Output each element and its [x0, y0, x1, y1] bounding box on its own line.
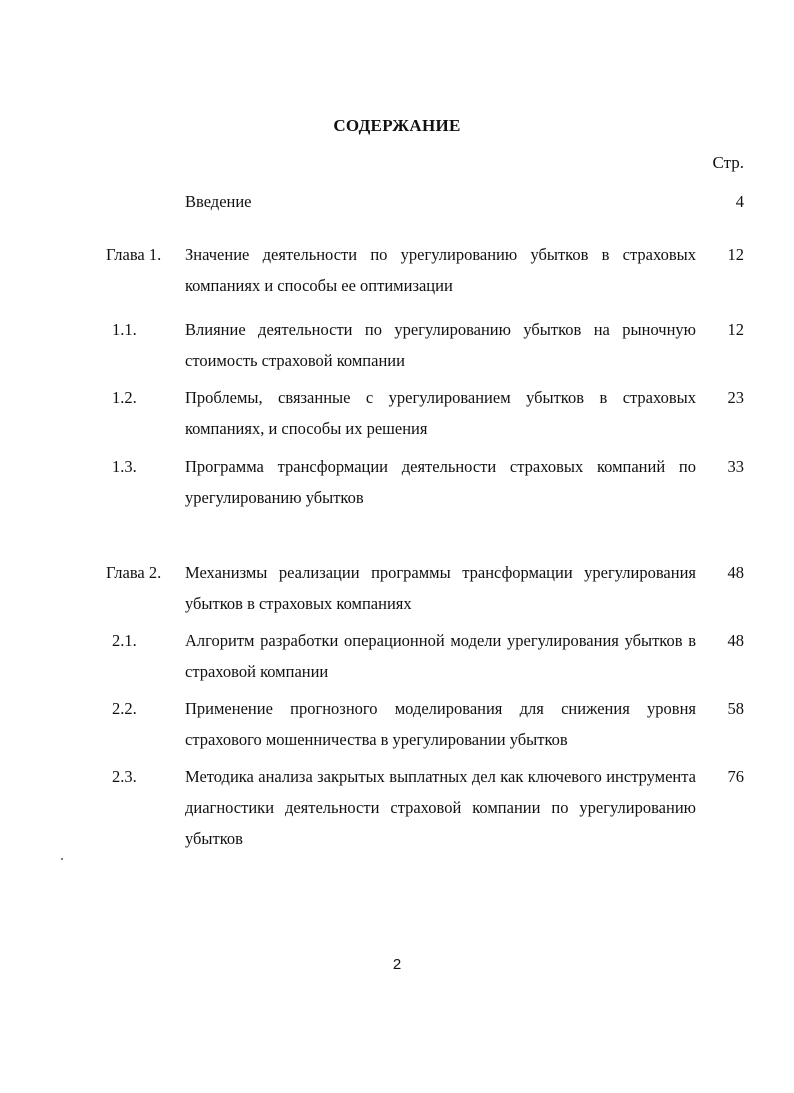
toc-entry-text: Проблемы, связанные с урегулированием убытков в страховых компаниях, и способы их решения — [185, 388, 696, 438]
toc-entry-page: 58 — [727, 699, 744, 718]
toc-entry-page: 76 — [727, 767, 744, 786]
scan-dot-mark — [61, 858, 63, 860]
page-number: 2 — [392, 956, 402, 973]
page-column-header: Стр. — [712, 153, 744, 172]
toc-entry-page: 4 — [735, 192, 744, 211]
toc-entry-text: Методика анализа закрытых выплатных дел как ключевого инструмента диагностики деятельности страховой компании по урегулированию убытков — [185, 767, 696, 848]
toc-entry-text: Значение деятельности по урегулированию убытков в страховых компаниях и способы ее оптимизации — [185, 245, 696, 295]
toc-entry-page: 12 — [727, 245, 744, 264]
toc-entry-number: 1.3. — [112, 457, 137, 476]
page-title: СОДЕРЖАНИЕ — [333, 116, 461, 135]
toc-entry-text: Влияние деятельности по урегулированию убытков на рыночную стоимость страховой компании — [185, 320, 696, 370]
toc-entry-text: Алгоритм разработки операционной модели урегулирования убытков в страховой компании — [185, 631, 696, 681]
toc-entry-number: 1.2. — [112, 388, 137, 407]
toc-entry-page: 23 — [727, 388, 744, 407]
toc-entry-text: Применение прогнозного моделирования для снижения уровня страхового мошенничества в урегулировании убытков — [185, 699, 696, 749]
toc-entry-text: Введение — [185, 192, 252, 211]
toc-entry-number: Глава 1. — [106, 245, 162, 264]
toc-entry-number: 1.1. — [112, 320, 137, 339]
toc-entry-text: Программа трансформации деятельности страховых компаний по урегулированию убытков — [185, 457, 696, 507]
toc-entry-page: 12 — [727, 320, 744, 339]
toc-entry-number: 2.1. — [112, 631, 137, 650]
toc-entry-number: 2.2. — [112, 699, 137, 718]
toc-entry-page: 48 — [727, 631, 744, 650]
toc-entry-number: Глава 2. — [106, 563, 162, 582]
toc-entry-page: 48 — [727, 563, 744, 582]
toc-entry-number: 2.3. — [112, 767, 137, 786]
toc-entry-page: 33 — [727, 457, 744, 476]
toc-entry-text: Механизмы реализации программы трансформации урегулирования убытков в страховых компаниях — [185, 563, 696, 613]
